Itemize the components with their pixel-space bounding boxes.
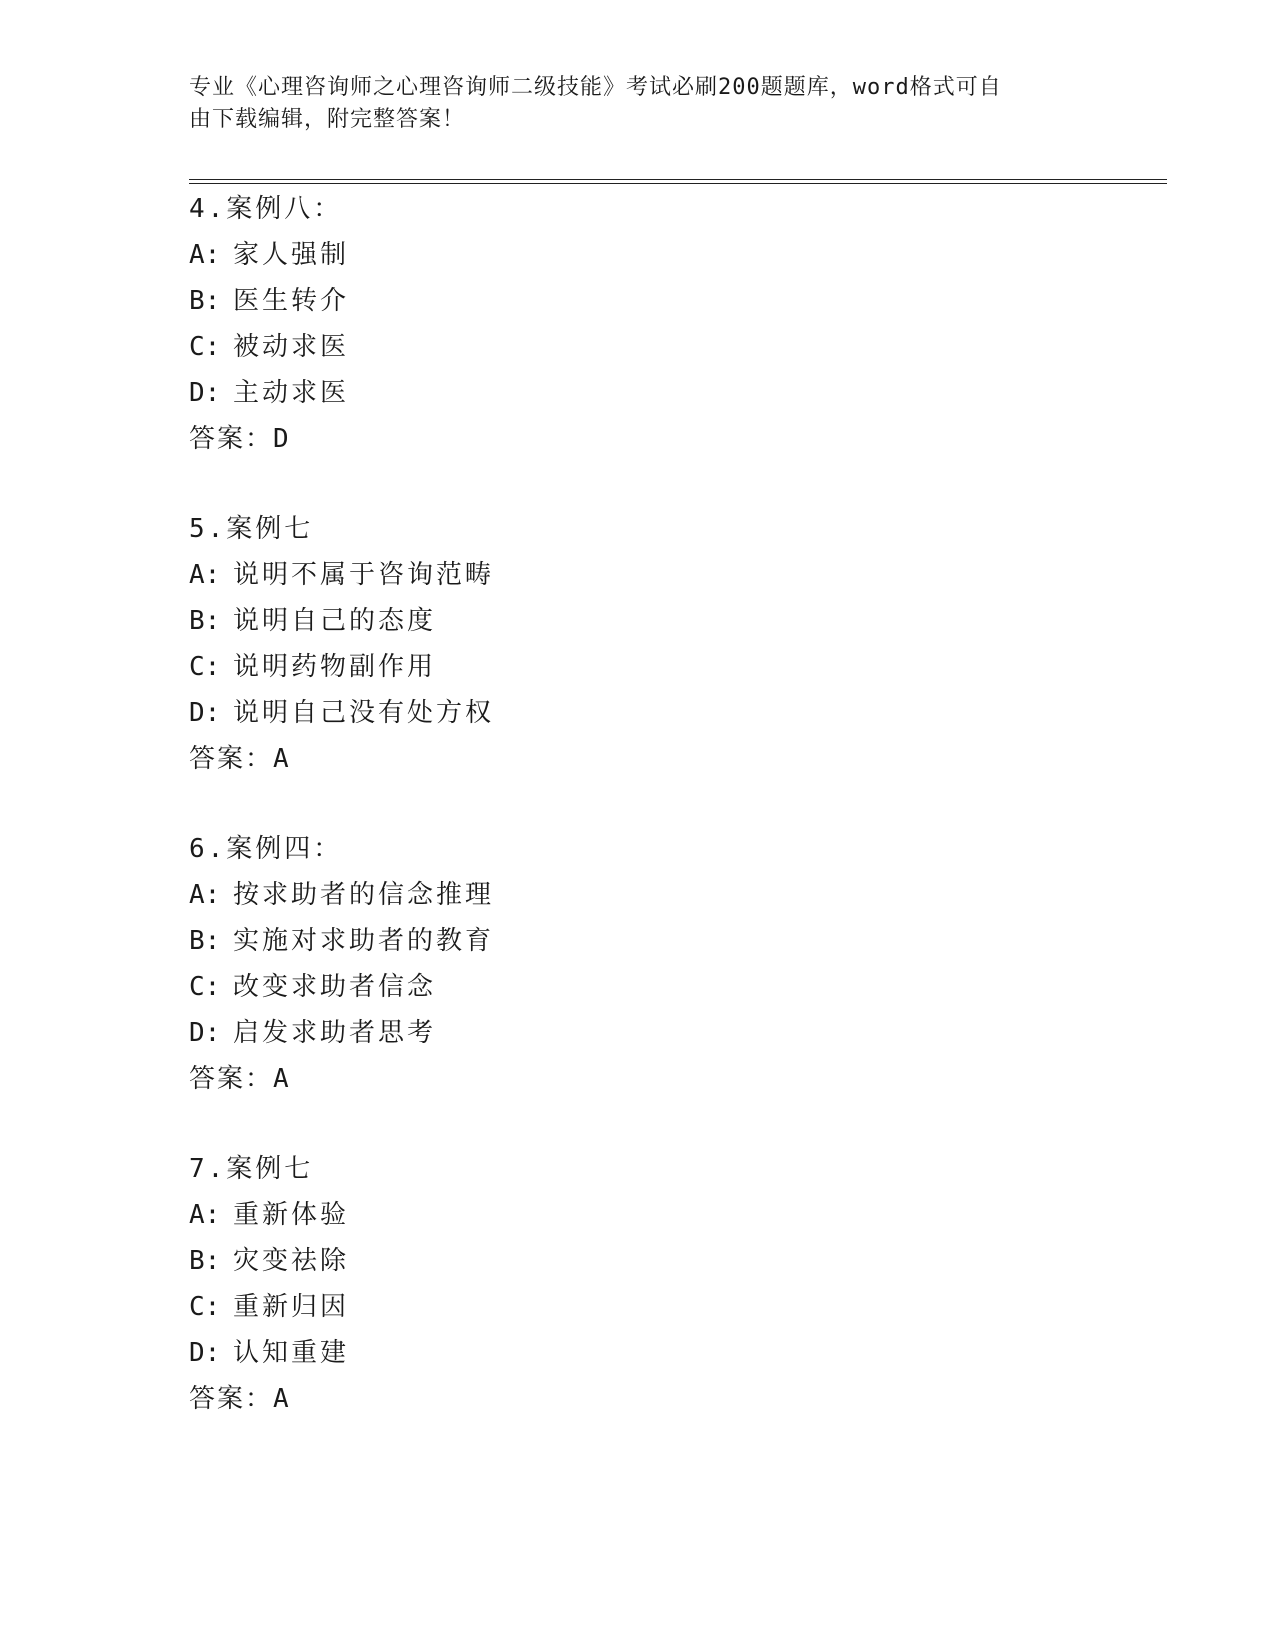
option-d — [189, 690, 1089, 736]
option-a — [189, 552, 1089, 598]
option-b — [189, 1238, 1089, 1284]
option-letter: D: — [189, 378, 221, 408]
option-letter: B: — [189, 286, 221, 316]
option-text: 说明不属于咨询范畴 — [233, 560, 495, 590]
header-line-2: 由下载编辑，附完整答案！ — [189, 107, 466, 132]
option-text: 认知重建 — [233, 1338, 350, 1368]
option-a — [189, 1192, 1089, 1238]
question-title: 7.案例七 — [189, 1154, 314, 1184]
question-title: 5.案例七 — [189, 514, 314, 544]
option-letter: C: — [189, 972, 221, 1002]
option-text: 家人强制 — [233, 240, 350, 270]
option-text: 按求助者的信念推理 — [233, 880, 495, 910]
answer-value: A — [273, 1384, 289, 1414]
option-b — [189, 278, 1089, 324]
option-text: 实施对求助者的教育 — [233, 926, 495, 956]
header-rule-bottom — [189, 183, 1167, 184]
option-letter: A: — [189, 240, 221, 270]
option-c — [189, 964, 1089, 1010]
option-b — [189, 918, 1089, 964]
option-text: 医生转介 — [233, 286, 350, 316]
option-text: 说明自己的态度 — [233, 606, 437, 636]
option-text: 说明自己没有处方权 — [233, 698, 495, 728]
option-letter: A: — [189, 880, 221, 910]
option-text: 主动求医 — [233, 378, 350, 408]
option-letter: C: — [189, 1292, 221, 1322]
option-d — [189, 1010, 1089, 1056]
question-block — [189, 826, 1089, 1102]
answer-line — [189, 736, 1089, 782]
option-letter: A: — [189, 560, 221, 590]
answer-label: 答案： — [189, 1064, 274, 1094]
answer-line — [189, 1376, 1089, 1422]
answer-value: A — [273, 744, 289, 774]
option-text: 被动求医 — [233, 332, 350, 362]
option-text: 说明药物副作用 — [233, 652, 437, 682]
option-b — [189, 598, 1089, 644]
question-block — [189, 186, 1089, 462]
option-d — [189, 370, 1089, 416]
answer-label: 答案： — [189, 424, 274, 454]
question-title: 6.案例四： — [189, 834, 343, 864]
option-letter: B: — [189, 606, 221, 636]
option-letter: D: — [189, 698, 221, 728]
option-letter: D: — [189, 1338, 221, 1368]
option-letter: B: — [189, 926, 221, 956]
option-letter: D: — [189, 1018, 221, 1048]
option-d — [189, 1330, 1089, 1376]
answer-line — [189, 416, 1089, 462]
document-header — [189, 72, 1089, 136]
question-title: 4.案例八： — [189, 194, 343, 224]
answer-label: 答案： — [189, 744, 274, 774]
option-text: 启发求助者思考 — [233, 1018, 437, 1048]
option-letter: B: — [189, 1246, 221, 1276]
option-c — [189, 644, 1089, 690]
option-letter: C: — [189, 652, 221, 682]
option-c — [189, 324, 1089, 370]
option-letter: A: — [189, 1200, 221, 1230]
option-text: 灾变祛除 — [233, 1246, 350, 1276]
option-a — [189, 232, 1089, 278]
question-block — [189, 1146, 1089, 1422]
option-text: 重新归因 — [233, 1292, 350, 1322]
option-a — [189, 872, 1089, 918]
header-line-1: 专业《心理咨询师之心理咨询师二级技能》考试必刷200题题库，word格式可自 — [189, 75, 1002, 100]
answer-label: 答案： — [189, 1384, 274, 1414]
answer-line — [189, 1056, 1089, 1102]
option-letter: C: — [189, 332, 221, 362]
answer-value: A — [273, 1064, 289, 1094]
option-c — [189, 1284, 1089, 1330]
header-rule-top — [189, 179, 1167, 180]
option-text: 重新体验 — [233, 1200, 350, 1230]
answer-value: D — [273, 424, 289, 454]
option-text: 改变求助者信念 — [233, 972, 437, 1002]
question-block — [189, 506, 1089, 782]
